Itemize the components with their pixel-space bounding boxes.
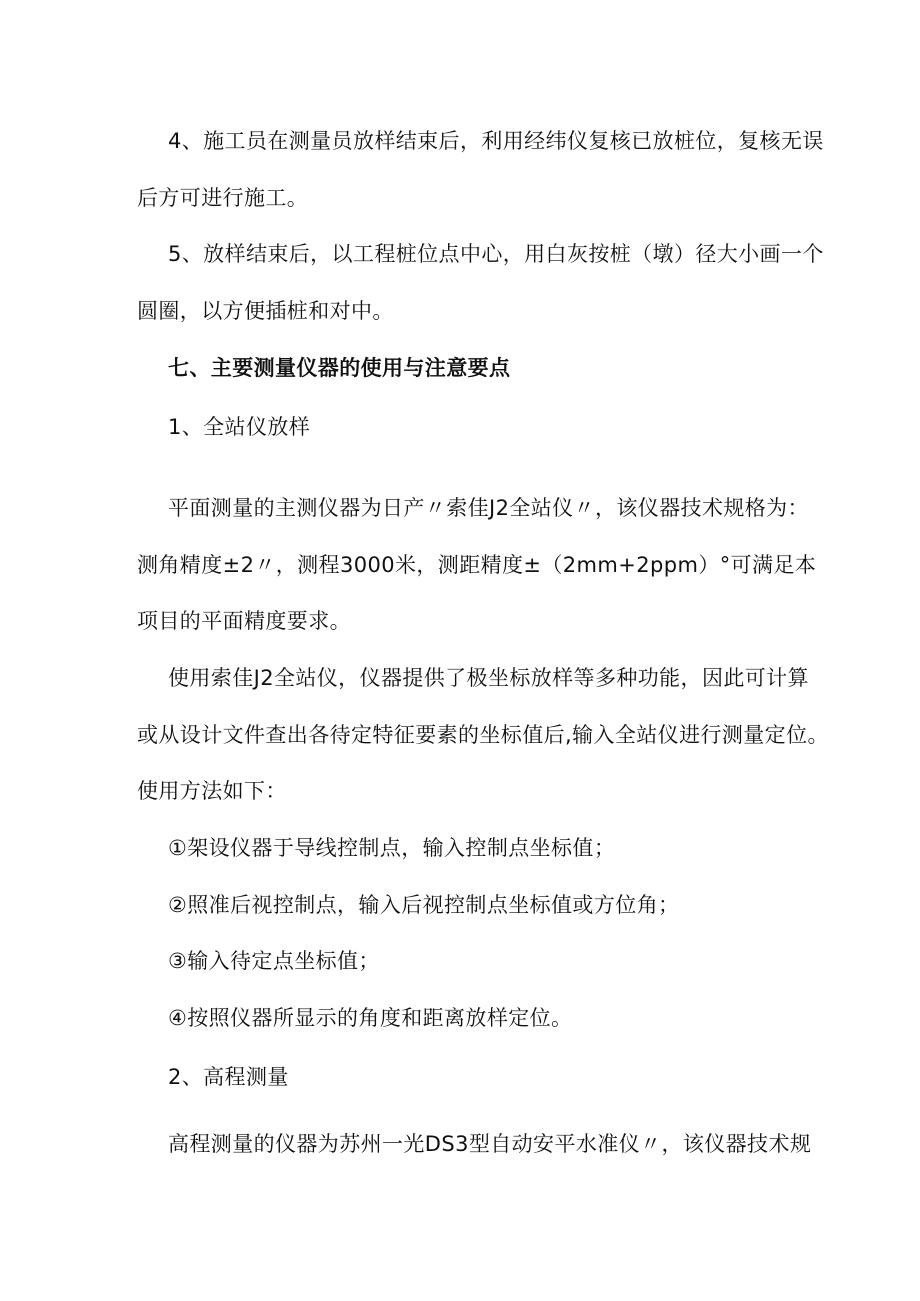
paragraph-plane-line-3: 项目的平面精度要求。: [137, 609, 351, 633]
paragraph-4-line-1: 4、施工员在测量员放样结束后，利用经纬仪复核已放桩位，复核无误: [168, 129, 824, 153]
paragraph-plane-line-2: 测角精度±2〃，测程3000米，测距精度±（2mm+2ppm）°可满足本: [137, 553, 817, 577]
step-2: ②照准后视控制点，输入后视控制点坐标值或方位角；: [168, 893, 680, 917]
subheading-elevation: 2、高程测量: [168, 1065, 289, 1089]
step-3: ③输入待定点坐标值；: [168, 949, 380, 973]
section-heading: 七、主要测量仪器的使用与注意要点: [168, 356, 511, 380]
step-1: ①架设仪器于导线控制点，输入控制点坐标值；: [168, 836, 616, 860]
paragraph-5-line-2: 圆圈，以方便插桩和对中。: [137, 299, 394, 323]
subheading-total-station: 1、全站仪放样: [168, 415, 311, 439]
paragraph-usage-line-3: 使用方法如下：: [137, 779, 287, 803]
paragraph-usage-line-2: 或从设计文件查出各待定特征要素的坐标值后,输入全站仪进行测量定位。: [137, 723, 829, 747]
paragraph-4-line-2: 后方可进行施工。: [137, 186, 309, 210]
paragraph-elevation-line-1: 高程测量的仪器为苏州一光DS3型自动安平水准仪〃，该仪器技术规: [168, 1132, 812, 1156]
paragraph-5-line-1: 5、放样结束后，以工程桩位点中心，用白灰按桩（墩）径大小画一个: [168, 242, 824, 266]
paragraph-usage-line-1: 使用索佳J2全站仪，仪器提供了极坐标放样等多种功能，因此可计算: [168, 666, 809, 690]
step-4: ④按照仪器所显示的角度和距离放样定位。: [168, 1006, 573, 1030]
paragraph-plane-line-1: 平面测量的主测仪器为日产〃索佳J2全站仪〃，该仪器技术规格为：: [168, 496, 809, 520]
